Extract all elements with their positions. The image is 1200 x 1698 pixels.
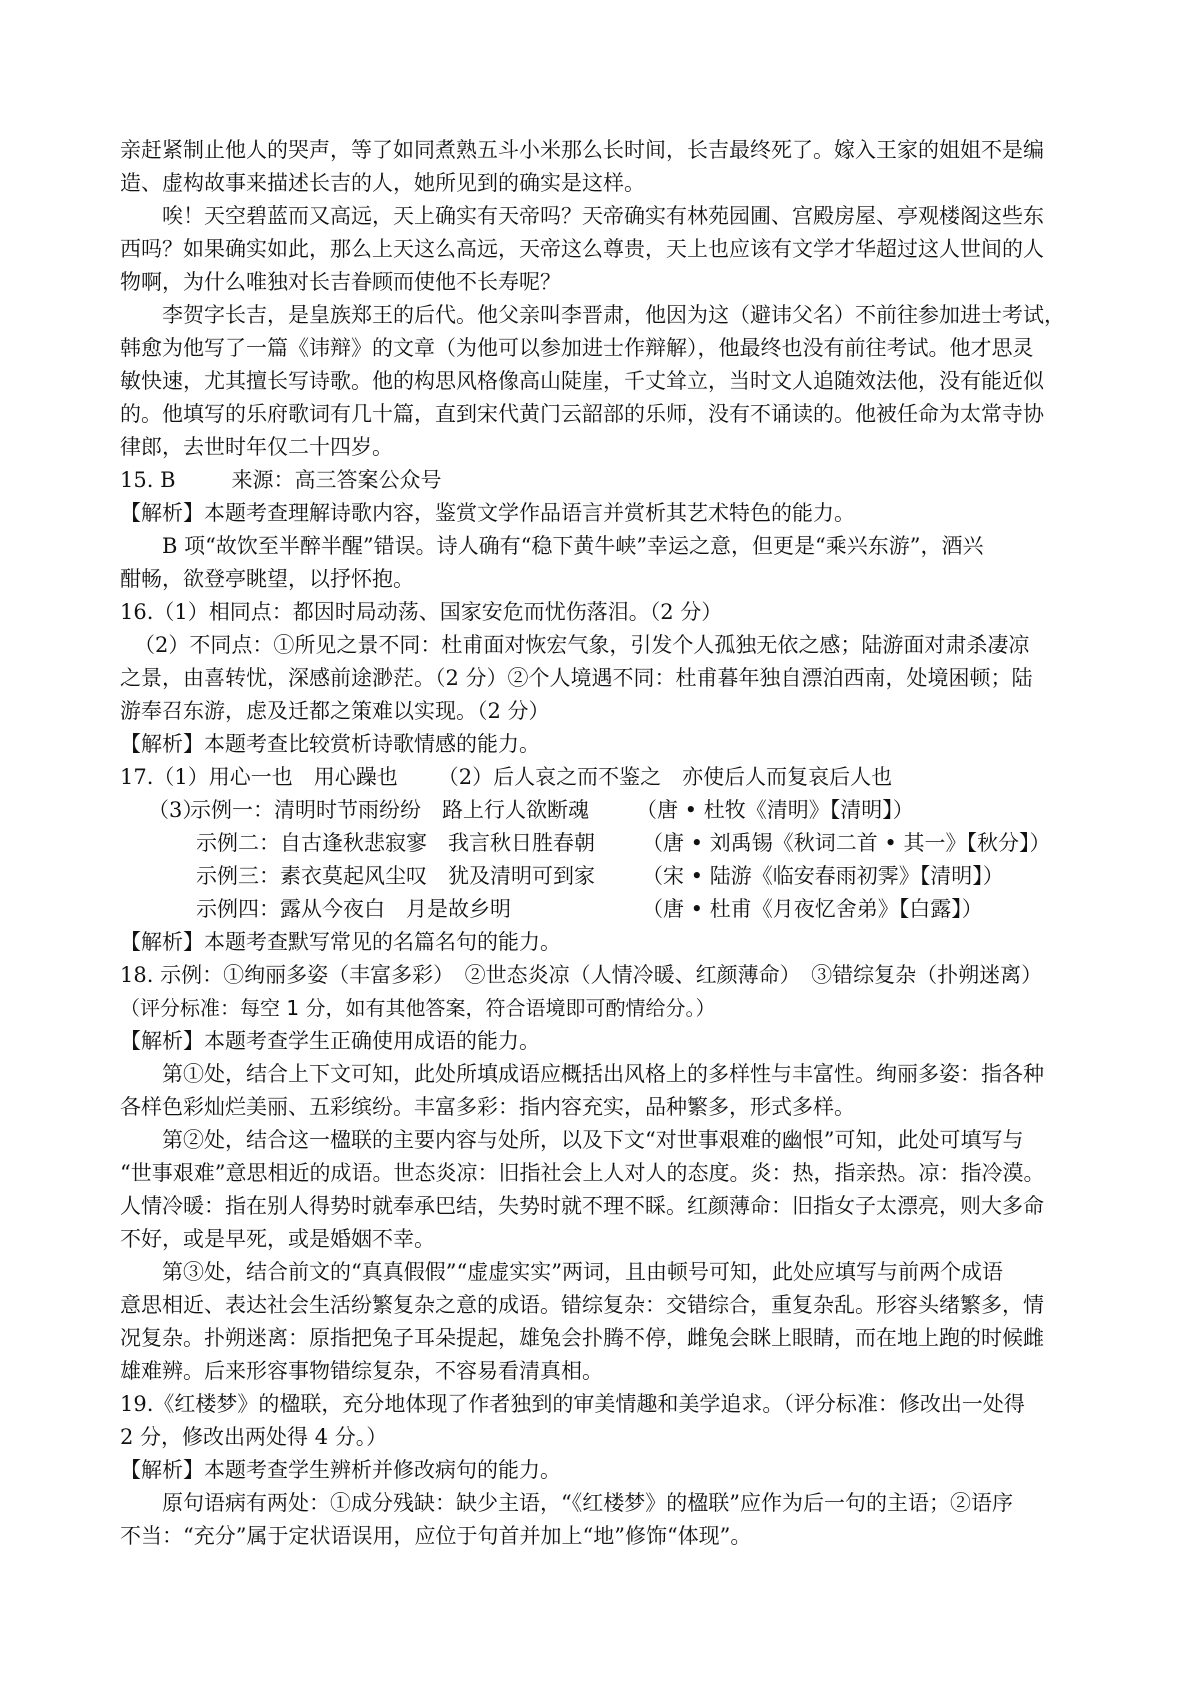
q17-example-row	[120, 827, 1068, 860]
q16-line: （2）不同点：①所见之景不同：杜甫面对恢宏气象，引发个人孤独无依之感；陆游面对肃杀凄凉	[134, 633, 1030, 657]
text-line: 各样色彩灿烂美丽、五彩缤纷。丰富多彩：指内容充实，品种繁多，形式多样。	[120, 1095, 855, 1119]
example-text: 露从今夜白 月是故乡明	[280, 897, 511, 921]
q15-answer-line	[120, 464, 1068, 497]
example-label: 示例一：	[190, 798, 274, 822]
text-line: 酣畅，欲登亭眺望，以抒怀抱。	[120, 567, 414, 591]
example-text: 自古逢秋悲寂寥 我言秋日胜春朝	[280, 831, 595, 855]
text-line: B 项“故饮至半醉半醒”错误。诗人确有“稳下黄牛峡”幸运之意，但更是“乘兴东游”，酒兴	[162, 534, 984, 558]
q17-line	[120, 761, 1068, 794]
example-label: 示例四：	[196, 897, 280, 921]
text-line: “世事艰难”意思相近的成语。世态炎凉：旧指社会上人对人的态度。炎：热，指亲热。凉：指冷漠。	[120, 1161, 1045, 1185]
text-line: 第②处，结合这一楹联的主要内容与处所，以及下文“对世事艰难的幽恨”可知，此处可填写与	[162, 1128, 1024, 1152]
example-source: （宋 • 陆游《临安春雨初霁》【清明】）	[642, 864, 1004, 888]
example-text: 素衣莫起风尘叹 犹及清明可到家	[280, 864, 595, 888]
q15-answer: 15. B	[120, 468, 176, 492]
example-source: （唐 • 刘禹锡《秋词二首 • 其一》【秋分】）	[642, 831, 1051, 855]
q15-source: 来源：高三答案公众号	[231, 468, 442, 492]
text-line: 亲赶紧制止他人的哭声，等了如同煮熟五斗小米那么长时间，长吉最终死了。嫁入王家的姐姐不是编	[120, 138, 1044, 162]
text-line: 第③处，结合前文的“真真假假”“虚虚实实”两词，且由顿号可知，此处应填写与前两个成语	[162, 1260, 1003, 1284]
q17-example-row	[120, 893, 1068, 926]
text-line: 不当：“充分”属于定状语误用，应位于句首并加上“地”修饰“体现”。	[120, 1524, 752, 1548]
text-line: 物啊，为什么唯独对长吉眷顾而使他不长寿呢？	[120, 270, 561, 294]
q19-line: 19.《红楼梦》的楹联，充分地体现了作者独到的审美情趣和美学追求。（评分标准：修改出一处得	[120, 1392, 1025, 1416]
example-source: （唐 • 杜牧《清明》【清明】）	[636, 798, 914, 822]
text-line: 李贺字长吉，是皇族郑王的后代。他父亲叫李晋肃，他因为这（避讳父名）不前往参加进士考试，	[162, 303, 1065, 327]
document-page	[120, 134, 1068, 1553]
q18-scoring: （评分标准：每空 1 分，如有其他答案，符合语境即可酌情给分。）	[120, 996, 716, 1020]
q17-prefix: （3）	[148, 798, 204, 822]
q16-line: 游奉召东游，虑及迁都之策难以实现。（2 分）	[120, 699, 550, 723]
q16-line: 16.（1）相同点：都因时局动荡、国家安危而忧伤落泪。（2 分）	[120, 600, 723, 624]
q18-analysis: 【解析】本题考查学生正确使用成语的能力。	[120, 1029, 540, 1053]
example-label: 示例二：	[196, 831, 280, 855]
text-line: 人情冷暖：指在别人得势时就奉承巴结，失势时就不理不睬。红颜薄命：旧指女子太漂亮，则大多命	[120, 1194, 1044, 1218]
q17-analysis: 【解析】本题考查默写常见的名篇名句的能力。	[120, 930, 561, 954]
q17-part2: （2）后人哀之而不鉴之 亦使后人而复哀后人也	[437, 765, 893, 789]
example-text: 清明时节雨纷纷 路上行人欲断魂	[274, 798, 589, 822]
text-line: 律郎，去世时年仅二十四岁。	[120, 435, 393, 459]
q17-example-row	[120, 794, 1068, 827]
q17-part1: 17.（1）用心一也 用心躁也	[120, 765, 398, 789]
text-line: 雄难辨。后来形容事物错综复杂，不容易看清真相。	[120, 1359, 603, 1383]
text-line: 的。他填写的乐府歌词有几十篇，直到宋代黄门云韶部的乐师，没有不诵读的。他被任命为太常寺协	[120, 402, 1044, 426]
q17-example-row	[120, 860, 1068, 893]
text-line: 况复杂。扑朔迷离：原指把兔子耳朵提起，雄兔会扑腾不停，雌兔会眯上眼睛，而在地上跑的时候雌	[120, 1326, 1044, 1350]
text-line: 意思相近、表达社会生活纷繁复杂之意的成语。错综复杂：交错综合，重复杂乱。形容头绪繁多，情	[120, 1293, 1044, 1317]
q18-line: 18. 示例：①绚丽多姿（丰富多彩） ②世态炎凉（人情冷暖、红颜薄命） ③错综复杂（扑朔迷离）	[120, 963, 1043, 987]
example-label: 示例三：	[196, 864, 280, 888]
text-line: 西吗？如果确实如此，那么上天这么高远，天帝这么尊贵，天上也应该有文学才华超过这人世间的人	[120, 237, 1044, 261]
text-line: 原句语病有两处：①成分残缺：缺少主语，“《红楼梦》的楹联”应作为后一句的主语；②语序	[162, 1491, 1013, 1515]
q15-analysis: 【解析】本题考查理解诗歌内容，鉴赏文学作品语言并赏析其艺术特色的能力。	[120, 501, 855, 525]
text-line: 第①处，结合上下文可知，此处所填成语应概括出风格上的多样性与丰富性。绚丽多姿：指各种	[162, 1062, 1044, 1086]
text-line: 唉！天空碧蓝而又高远，天上确实有天帝吗？天帝确实有林苑园圃、宫殿房屋、亭观楼阁这些东	[162, 204, 1044, 228]
text-line: 敏快速，尤其擅长写诗歌。他的构思风格像高山陡崖，千丈耸立，当时文人追随效法他，没有能近似	[120, 369, 1044, 393]
q16-line: 之景，由喜转忧，深感前途渺茫。（2 分）②个人境遇不同：杜甫暮年独自漂泊西南，处境困顿；陆	[120, 666, 1033, 690]
q19-line: 2 分，修改出两处得 4 分。）	[120, 1425, 388, 1449]
text-line: 造、虚构故事来描述长吉的人，她所见到的确实是这样。	[120, 171, 645, 195]
q19-analysis: 【解析】本题考查学生辨析并修改病句的能力。	[120, 1458, 561, 1482]
text-line: 韩愈为他写了一篇《讳辩》的文章（为他可以参加进士作辩解），他最终也没有前往考试。他才思灵	[120, 336, 1034, 360]
q16-analysis: 【解析】本题考查比较赏析诗歌情感的能力。	[120, 732, 540, 756]
example-source: （唐 • 杜甫《月夜忆舍弟》【白露】）	[642, 897, 983, 921]
text-line: 不好，或是早死，或是婚姻不幸。	[120, 1227, 435, 1251]
